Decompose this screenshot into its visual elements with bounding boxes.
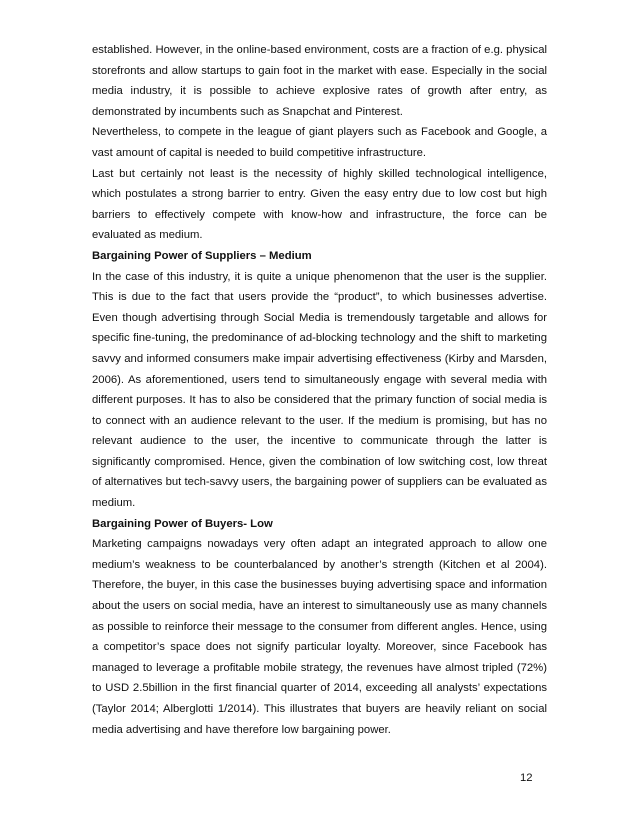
paragraph-technological-intelligence: Last but certainly not least is the necessity of highly skilled technological intelligence, which postulates a strong barrier to entry. Given the easy entry due to low cost but high barriers to effectively compete with know-how and infrastructure, the force can be evaluated as medium. (92, 167, 547, 242)
heading-suppliers: Bargaining Power of Suppliers – Medium (92, 249, 312, 262)
paragraph-capital-needs: Nevertheless, to compete in the league of giant players such as Facebook and Google, a vast amount of capital is needed to build competitive infrastructure. (92, 126, 547, 159)
paragraph-suppliers: In the case of this industry, it is quite a unique phenomenon that the user is the supplier. This is due to the fact that users provide the “product”, to which businesses advertise. Even though advertising through Social Media is tremendously targetable and allows for specific fine-tuning, the predominance of ad-blocking technology and the shift to marketing savvy and informed consumers make impair advertising effectiveness (Kirby and Marsden, 2006). As aforementioned, users tend to simultaneously engage with several media with different purposes. It has to also be considered that the primary function of social media is to connect with an audience relevant to the user. If the medium is promising, but has no relevant audience to the user, the incentive to communicate through the latter is significantly compromised. Hence, given the combination of low switching cost, low threat of alternatives but tech-savvy users, the bargaining power of suppliers can be evaluated as medium. (92, 270, 547, 510)
paragraph-entry-costs: established. However, in the online-based environment, costs are a fraction of e.g. physical storefronts and allow startups to gain foot in the market with ease. Especially in the social media industry, it is possible to achieve explosive rates of growth after entry, as demonstrated by incumbents such as Snapchat and Pinterest. (92, 44, 547, 118)
paragraph-buyers: Marketing campaigns nowadays very often adapt an integrated approach to allow one medium’s weakness to be counterbalanced by another’s strength (Kitchen et al 2004). Therefore, the buyer, in this case the businesses buying advertising space and information about the users on social media, have an interest to simultaneously use as many channels as possible to reinforce their message to the consumer from different angles. Hence, using a competitor’s space does not signify particular loyalty. Moreover, since Facebook has managed to leverage a profitable mobile strategy, the revenues have almost tripled (72%) to USD 2.5billion in the first financial quarter of 2014, exceeding all analysts’ expectations (Taylor 2014; Alberglotti 1/2014). This illustrates that buyers are heavily reliant on social media advertising and have therefore low bargaining power. (92, 538, 547, 736)
document-page (92, 40, 547, 740)
heading-buyers: Bargaining Power of Buyers- Low (92, 517, 273, 530)
page-number: 12 (520, 772, 533, 784)
